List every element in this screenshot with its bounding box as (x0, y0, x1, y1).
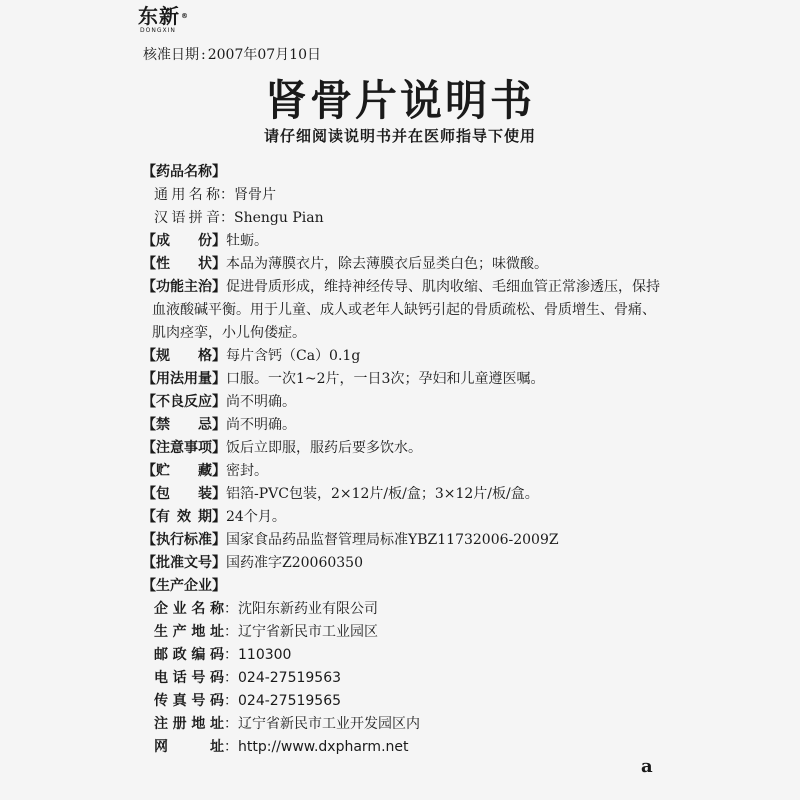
fax-label: 传真号码 (154, 693, 224, 709)
reg-address-value: 辽宁省新民市工业开发园区内 (238, 716, 420, 732)
approval-number-row: 【 批准文号 】 国药准字Z20060350 (142, 552, 662, 575)
ingredients-row: 【 成 份 】 牡蛎。 (142, 230, 662, 253)
generic-name-row: 通用名称 ： 肾骨片 (142, 184, 662, 207)
indication-line-3-row (142, 322, 662, 345)
drug-name-heading: 药品名称 (156, 164, 212, 180)
usage-value: 口服。一次1~2片，一日3次；孕妇和儿童遵医嘱。 (226, 371, 545, 387)
phone-row: 电话号码 ： 024-27519563 (142, 667, 662, 690)
website-label: 网 址 (154, 739, 224, 755)
standard-row: 【 执行标准 】 国家食品药品监督管理局标准YBZ11732006-2009Z (142, 529, 662, 552)
postcode-value: 110300 (238, 647, 292, 663)
storage-row: 【 贮 藏 】 密封。 (142, 460, 662, 483)
approval-number-label: 批准文号 (156, 555, 212, 571)
fax-value: 024-27519565 (238, 693, 342, 709)
standard-label: 执行标准 (156, 532, 212, 548)
approval-date-label: 核准日期 (143, 47, 199, 63)
pinyin-value: Shengu Pian (234, 210, 324, 226)
contra-label: 禁 忌 (156, 417, 212, 433)
manufacturer-heading: 生产企业 (156, 578, 212, 594)
postcode-label: 邮政编码 (154, 647, 224, 663)
brand-logo (138, 5, 189, 34)
section-drug-name: 【 药品名称 】 (142, 161, 662, 184)
character-value: 本品为薄膜衣片，除去薄膜衣后显类白色；味微酸。 (226, 256, 548, 272)
usage-row: 【 用法用量 】 口服。一次1~2片，一日3次；孕妇和儿童遵医嘱。 (142, 368, 662, 391)
company-row: 企业名称 ： 沈阳东新药业有限公司 (142, 598, 662, 621)
spec-label: 规 格 (156, 348, 212, 364)
validity-label: 有 效 期 (156, 509, 212, 525)
storage-value: 密封。 (226, 463, 268, 479)
notes-row: 【 注意事项 】 饭后立即服，服药后要多饮水。 (142, 437, 662, 460)
website-value: http://www.dxpharm.net (238, 739, 409, 755)
notes-value: 饭后立即服，服药后要多饮水。 (226, 440, 422, 456)
approval-date: 核准日期 : 2007年07月10日 (143, 47, 321, 63)
package-label: 包 装 (156, 486, 212, 502)
validity-value: 24个月。 (226, 509, 286, 525)
ingredients-label: 成 份 (156, 233, 212, 249)
approval-number-value: 国药准字Z20060350 (226, 555, 363, 571)
logo-name: 东新 (138, 4, 180, 28)
spec-value: 每片含钙（Ca）0.1g (226, 348, 361, 364)
contra-value: 尚不明确。 (226, 417, 296, 433)
package-value: 铝箔-PVC包装，2×12片/板/盒；3×12片/板/盒。 (226, 486, 539, 502)
document-title: 肾骨片说明书 (264, 76, 535, 125)
reg-address-row: 注册地址 ： 辽宁省新民市工业开发园区内 (142, 713, 662, 736)
adverse-value: 尚不明确。 (226, 394, 296, 410)
indication-line-2: 血液酸碱平衡。用于儿童、成人或老年人缺钙引起的骨质疏松、骨质增生、骨痛、 (152, 302, 656, 318)
usage-label: 用法用量 (156, 371, 212, 387)
indication-label: 功能主治 (156, 279, 212, 295)
approval-date-value: 2007年07月10日 (207, 47, 321, 63)
postcode-row: 邮政编码 ： 110300 (142, 644, 662, 667)
indication-line-2-row (142, 299, 662, 322)
reg-address-label: 注册地址 (154, 716, 224, 732)
ingredients-value: 牡蛎。 (226, 233, 268, 249)
fax-row: 传真号码 ： 024-27519565 (142, 690, 662, 713)
character-row: 【 性 状 】 本品为薄膜衣片，除去薄膜衣后显类白色；味微酸。 (142, 253, 662, 276)
adverse-row: 【 不良反应 】 尚不明确。 (142, 391, 662, 414)
generic-name-value: 肾骨片 (234, 187, 276, 203)
indication-line-1: 促进骨质形成，维持神经传导、肌肉收缩、毛细血管正常渗透压，保持 (226, 279, 660, 295)
phone-label: 电话号码 (154, 670, 224, 686)
indication-row: 【 功能主治 】 促进骨质形成，维持神经传导、肌肉收缩、毛细血管正常渗透压，保持 (142, 276, 662, 299)
generic-name-label: 通用名称 (154, 187, 220, 203)
adverse-label: 不良反应 (156, 394, 212, 410)
document-subtitle: 请仔细阅读说明书并在医师指导下使用 (263, 127, 536, 145)
website-row: 网 址 ： http://www.dxpharm.net (142, 736, 662, 759)
company-value: 沈阳东新药业有限公司 (238, 601, 378, 617)
logo-subtext: DONGXIN (140, 27, 176, 34)
character-label: 性 状 (156, 256, 212, 272)
phone-value: 024-27519563 (238, 670, 342, 686)
pinyin-row: 汉语拼音 ： Shengu Pian (142, 207, 662, 230)
registered-mark: ® (181, 12, 189, 20)
address-row: 生产地址 ： 辽宁省新民市工业园区 (142, 621, 662, 644)
contra-row: 【 禁 忌 】 尚不明确。 (142, 414, 662, 437)
address-label: 生产地址 (154, 624, 224, 640)
address-value: 辽宁省新民市工业园区 (238, 624, 378, 640)
corner-mark: a (641, 756, 653, 777)
leaflet-content (142, 161, 662, 759)
standard-value: 国家食品药品监督管理局标准YBZ11732006-2009Z (226, 532, 559, 548)
spec-row: 【 规 格 】 每片含钙（Ca）0.1g (142, 345, 662, 368)
storage-label: 贮 藏 (156, 463, 212, 479)
notes-label: 注意事项 (156, 440, 212, 456)
company-label: 企业名称 (154, 601, 224, 617)
section-manufacturer: 【 生产企业 】 (142, 575, 662, 598)
validity-row: 【 有 效 期 】 24个月。 (142, 506, 662, 529)
pinyin-label: 汉语拼音 (154, 210, 220, 226)
indication-line-3: 肌肉痉挛，小儿佝偻症。 (152, 325, 306, 341)
package-row: 【 包 装 】 铝箔-PVC包装，2×12片/板/盒；3×12片/板/盒。 (142, 483, 662, 506)
